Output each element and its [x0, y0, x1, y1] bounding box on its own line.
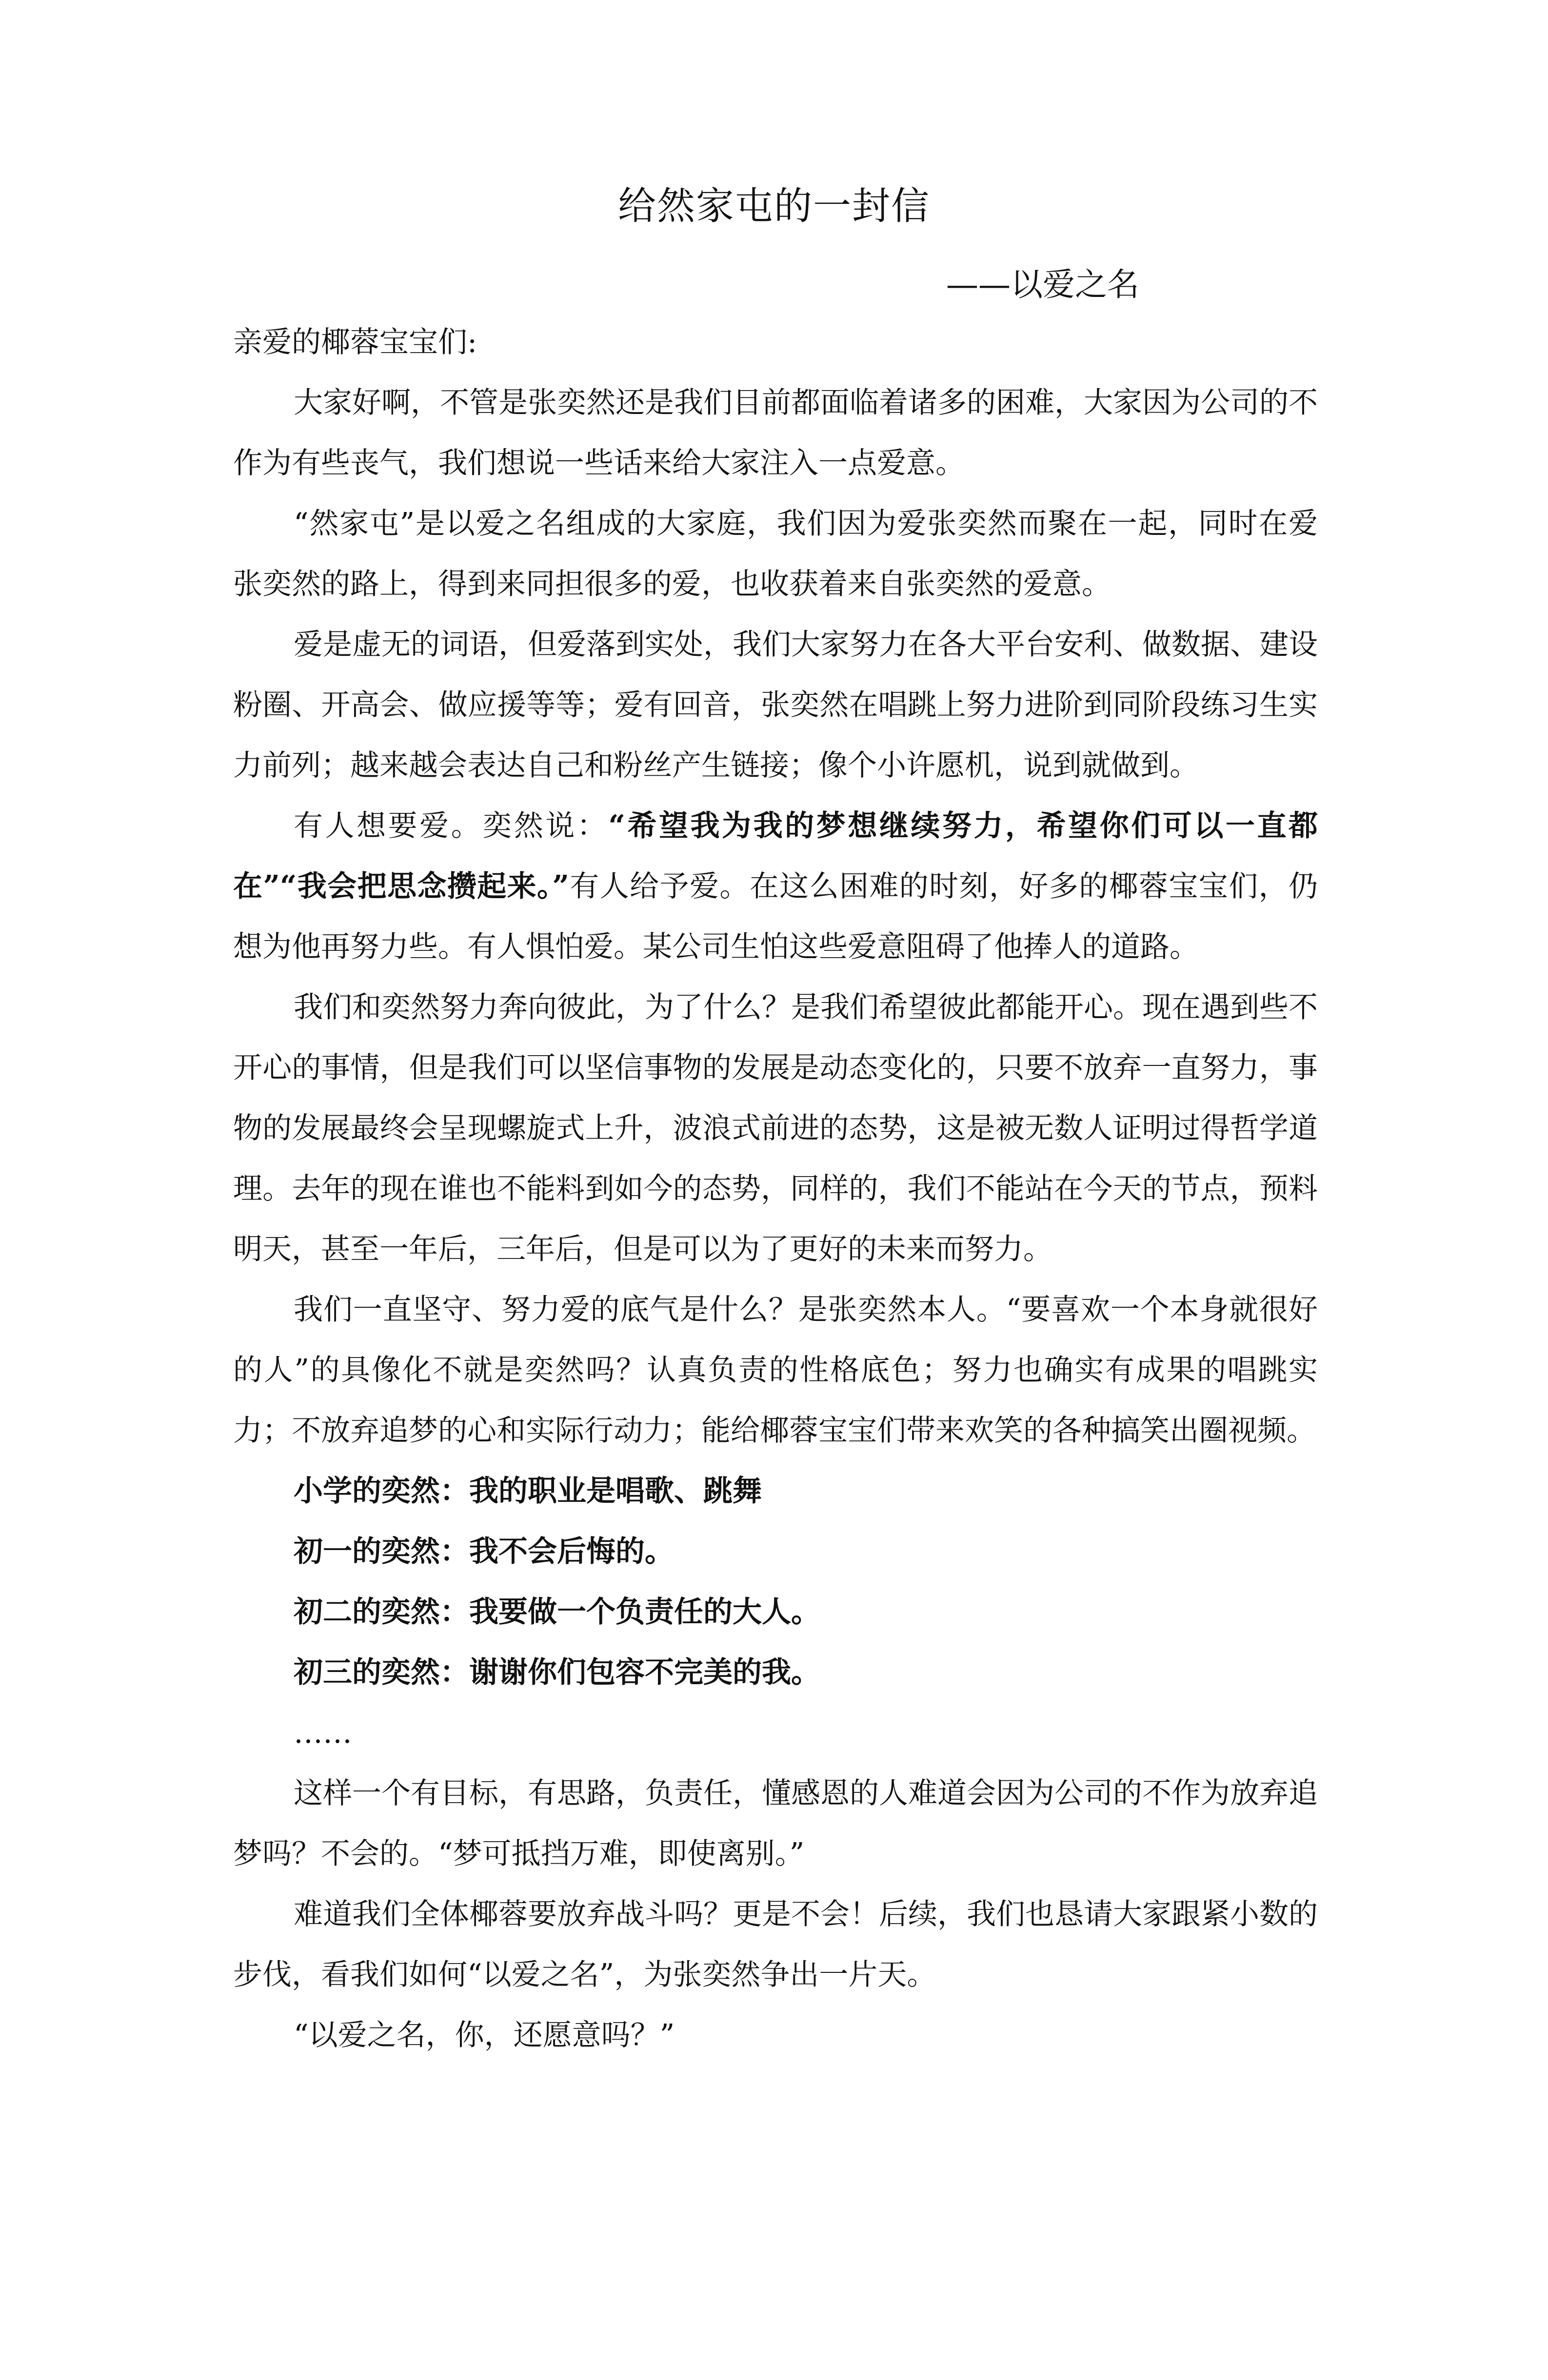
paragraph-5: 我们和奕然努力奔向彼此，为了什么？是我们希望彼此都能开心。现在遇到些不开心的事情，但是我们可以坚信事物的发展是动态变化的，只要不放弃一直努力，事物的发展最终会呈现螺旋式上升，波浪式前进的态势，这是被无数人证明过得哲学道理。去年的现在谁也不能料到如今的态势，同样的，我们不能站在今天的节点，预料明天，甚至一年后，三年后，但是可以为了更好的未来而努力。	[233, 990, 1318, 1266]
quote-line: 初二的奕然：我要做一个负责任的大人。	[294, 1595, 820, 1629]
salutation: 亲爱的椰蓉宝宝们:	[233, 325, 477, 359]
ellipsis: ……	[294, 1716, 352, 1750]
paragraph-4-rest: 有人给予爱。在这么困难的时刻，好多的椰蓉宝宝们，仍想为他再努力些。有人惧怕爱。某公司生怕这些爱意阻碍了他捧人的道路。	[233, 869, 1318, 964]
paragraph-4-quote-2: “我会把思念攒起来。”	[279, 869, 569, 904]
paragraph-7: 这样一个有目标，有思路，负责任，懂感恩的人难道会因为公司的不作为放弃追梦吗？不会的。“梦可抵挡万难，即使离别。”	[233, 1776, 1318, 1871]
paragraph-3: 爱是虚无的词语，但爱落到实处，我们大家努力在各大平台安利、做数据、建设粉圈、开高会、做应援等等；爱有回音，张奕然在唱跳上努力进阶到同阶段练习生实力前列；越来越会表达自己和粉丝产生链接；像个小许愿机，说到就做到。	[233, 628, 1318, 783]
paragraph-4-quote-1: “希望我为我的梦想继续努力，希望你们可以一直都在”	[233, 809, 1318, 904]
paragraph-4-lead: 有人想要爱。奕然说：	[294, 809, 609, 843]
paragraph-6: 我们一直坚守、努力爱的底气是什么？是张奕然本人。“要喜欢一个本身就很好的人”的具像化不就是奕然吗？认真负责的性格底色；努力也确实有成果的唱跳实力；不放弃追梦的心和实际行动力；能给椰蓉宝宝们带来欢笑的各种搞笑出圈视频。	[233, 1293, 1318, 1448]
paragraph-2: “然家屯”是以爱之名组成的大家庭，我们因为爱张奕然而聚在一起，同时在爱张奕然的路上，得到来同担很多的爱，也收获着来自张奕然的爱意。	[233, 507, 1318, 601]
paragraph-8: 难道我们全体椰蓉要放弃战斗吗？更是不会！后续，我们也恳请大家跟紧小数的步伐，看我们如何“以爱之名”，为张奕然争出一片天。	[233, 1897, 1318, 1992]
paragraph-4	[233, 796, 1318, 977]
letter-body	[233, 312, 1318, 2065]
quote-line: 小学的奕然：我的职业是唱歌、跳舞	[294, 1474, 762, 1508]
paragraph-1: 大家好啊，不管是张奕然还是我们目前都面临着诸多的困难，大家因为公司的不作为有些丧气，我们想说一些话来给大家注入一点爱意。	[233, 386, 1318, 480]
letter-title: 给然家屯的一封信	[617, 184, 930, 228]
closing-line: “以爱之名，你，还愿意吗？”	[294, 2018, 675, 2052]
quote-line: 初一的奕然：我不会后悔的。	[294, 1534, 674, 1569]
letter-subtitle: ——以爱之名	[946, 266, 1139, 303]
quote-line: 初三的奕然：谢谢你们包容不完美的我。	[294, 1655, 820, 1690]
